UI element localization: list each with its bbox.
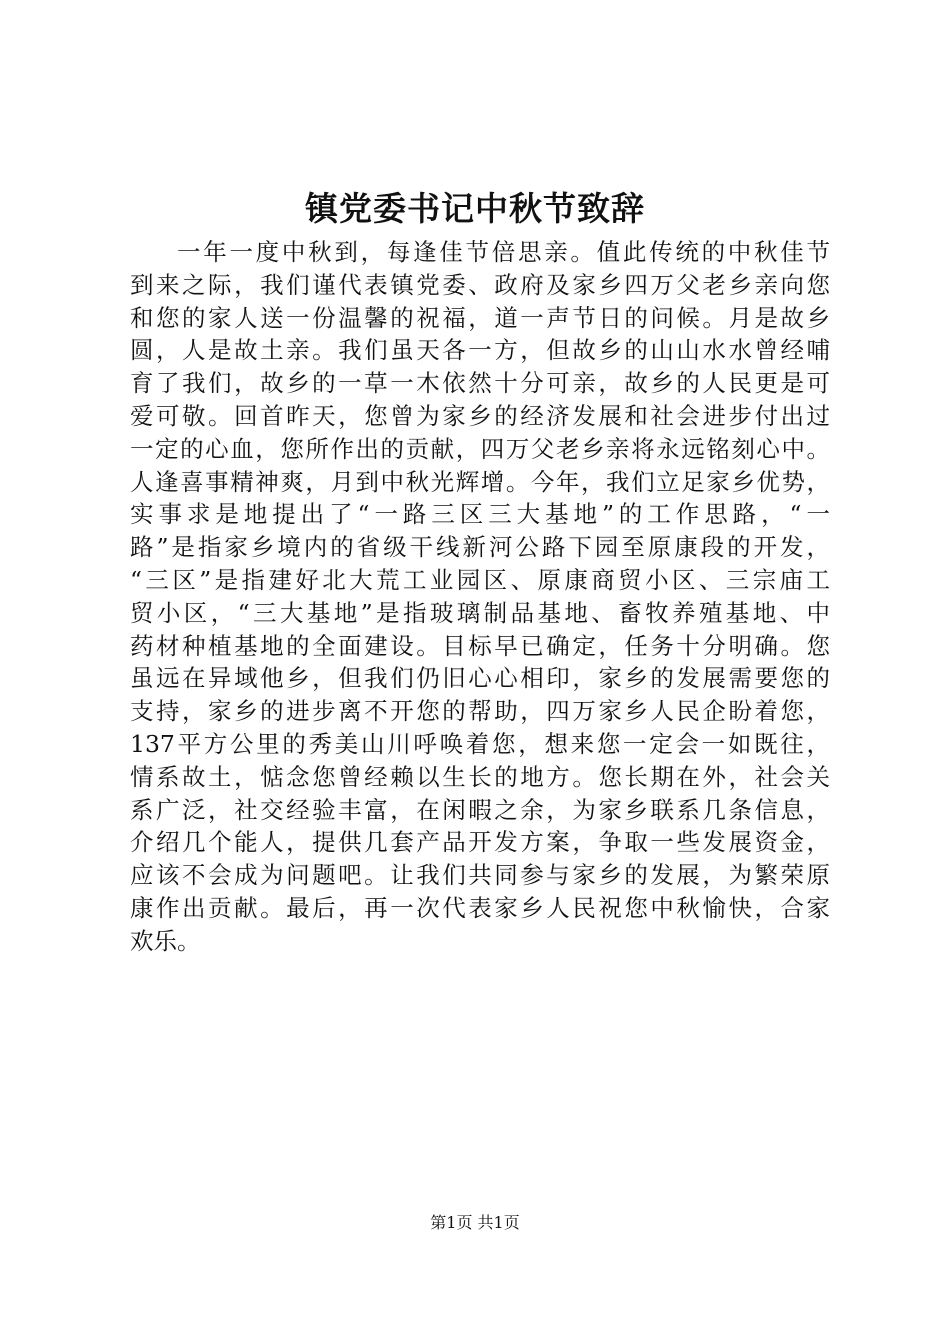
body-line: 介绍几个能人，提供几套产品开发方案，争取一些发展资金， (130, 828, 830, 857)
body-line: 一年一度中秋到，每逢佳节倍思亲。值此传统的中秋佳节 (177, 238, 830, 266)
body-line: 贸小区，“三大基地”是指玻璃制品基地、畜牧养殖基地、中 (130, 598, 830, 627)
body-line: 圆，人是故土亲。我们虽天各一方，但故乡的山山水水曾经哺 (130, 336, 830, 365)
body-line: 和您的家人送一份温馨的祝福，道一声节日的问候。月是故乡 (130, 303, 830, 332)
body-line: 虽远在异域他乡，但我们仍旧心心相印，家乡的发展需要您的 (130, 664, 830, 693)
body-line: 育了我们，故乡的一草一木依然十分可亲，故乡的人民更是可 (130, 369, 830, 398)
body-line: 137平方公里的秀美山川呼唤着您，想来您一定会一如既往， (130, 729, 830, 758)
body-line: 支持，家乡的进步离不开您的帮助，四万家乡人民企盼着您， (130, 697, 830, 726)
body-line: 一定的心血，您所作出的贡献，四万父老乡亲将永远铭刻心中。 (130, 434, 830, 463)
document-title: 镇党委书记中秋节致辞 (305, 189, 645, 228)
body-line: 欢乐。 (130, 926, 201, 955)
body-line: “三区”是指建好北大荒工业园区、原康商贸小区、三宗庙工 (130, 565, 830, 594)
body-line: 人逢喜事精神爽，月到中秋光辉增。今年，我们立足家乡优势， (130, 467, 830, 496)
body-line: 到来之际，我们谨代表镇党委、政府及家乡四万父老乡亲向您 (130, 270, 830, 299)
body-line: 系广泛，社交经验丰富，在闲暇之余，为家乡联系几条信息， (130, 795, 830, 824)
page-footer: 第1页 共1页 (430, 1213, 520, 1232)
body-line: 药材种植基地的全面建设。目标早已确定，任务十分明确。您 (130, 631, 830, 660)
body-line: 路”是指家乡境内的省级干线新河公路下园至原康段的开发， (130, 533, 830, 562)
body-line: 应该不会成为问题吧。让我们共同参与家乡的发展，为繁荣原 (130, 861, 830, 890)
body-line: 康作出贡献。最后，再一次代表家乡人民祝您中秋愉快，合家 (130, 893, 830, 922)
body-line: 情系故土，惦念您曾经赖以生长的地方。您长期在外，社会关 (130, 762, 830, 791)
document-body (130, 236, 830, 958)
body-line: 实事求是地提出了“一路三区三大基地”的工作思路，“一 (130, 500, 830, 529)
body-line: 爱可敬。回首昨天，您曾为家乡的经济发展和社会进步付出过 (130, 401, 830, 430)
